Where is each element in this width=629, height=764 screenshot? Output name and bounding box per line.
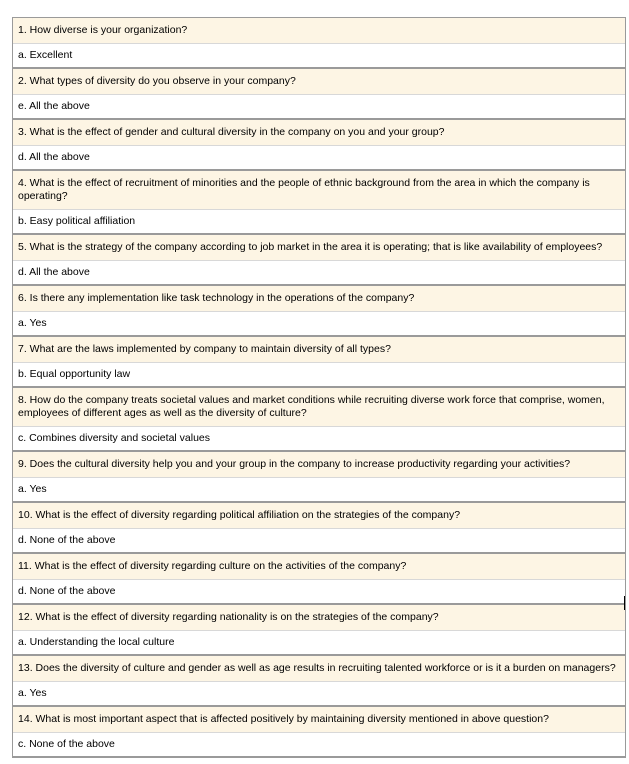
question-row xyxy=(13,235,625,261)
question-number: 7 xyxy=(18,343,24,355)
question-number: 8 xyxy=(18,394,24,406)
question-row xyxy=(13,707,625,733)
question-text: . What is the effect of diversity regarding political affiliation on the strategies of the company? xyxy=(29,509,461,521)
answer-row: a. Understanding the local culture xyxy=(13,631,625,654)
answer-row: a. Excellent xyxy=(13,44,625,67)
question-text: . Is there any implementation like task technology in the operations of the company? xyxy=(23,292,415,304)
question-row xyxy=(13,18,625,44)
question-text: . What are the laws implemented by company to maintain diversity of all types? xyxy=(23,343,391,355)
answer-row: c. Combines diversity and societal values xyxy=(13,427,625,450)
question-row xyxy=(13,452,625,478)
answer-row: e. All the above xyxy=(13,95,625,118)
question-number: 14 xyxy=(18,713,30,725)
question-row xyxy=(13,337,625,363)
qa-item-8 xyxy=(13,386,625,450)
answer-row: c. None of the above xyxy=(13,733,625,756)
question-number: 1 xyxy=(18,24,24,36)
question-number: 12 xyxy=(18,611,30,623)
answer-row: b. Easy political affiliation xyxy=(13,210,625,233)
qa-item-6 xyxy=(13,284,625,335)
question-text: . Does the cultural diversity help you and your group in the company to increase productivity regarding your activities? xyxy=(23,458,571,470)
question-number: 13 xyxy=(18,662,30,674)
answer-row: a. Yes xyxy=(13,682,625,705)
question-number: 9 xyxy=(18,458,24,470)
qa-item-10 xyxy=(13,501,625,552)
survey-table xyxy=(12,17,626,758)
question-text: . What is the effect of recruitment of minorities and the people of ethnic background from the area in which the company is operating? xyxy=(18,177,590,202)
qa-item-5 xyxy=(13,233,625,284)
answer-row: d. All the above xyxy=(13,146,625,169)
question-text: . What is the effect of gender and cultural diversity in the company on you and your group? xyxy=(23,126,445,138)
qa-item-14 xyxy=(13,705,625,756)
question-text: . What types of diversity do you observe in your company? xyxy=(23,75,296,87)
answer-row: a. Yes xyxy=(13,312,625,335)
answer-row: d. None of the above xyxy=(13,580,625,603)
question-row xyxy=(13,69,625,95)
qa-item-12 xyxy=(13,603,625,654)
answer-row: d. All the above xyxy=(13,261,625,284)
qa-item-4 xyxy=(13,169,625,233)
qa-item-13 xyxy=(13,654,625,705)
question-text: . What is the effect of diversity regarding culture on the activities of the company? xyxy=(28,560,407,572)
question-text: . What is most important aspect that is affected positively by maintaining diversity mentioned in above question? xyxy=(29,713,549,725)
question-row xyxy=(13,656,625,682)
question-row xyxy=(13,605,625,631)
question-number: 3 xyxy=(18,126,24,138)
answer-row: b. Equal opportunity law xyxy=(13,363,625,386)
question-number: 6 xyxy=(18,292,24,304)
qa-item-11 xyxy=(13,552,625,603)
question-number: 11 xyxy=(18,560,29,572)
qa-item-9 xyxy=(13,450,625,501)
question-row xyxy=(13,503,625,529)
question-text: . What is the strategy of the company according to job market in the area it is operating; that is like availability of employees? xyxy=(23,241,603,253)
question-row xyxy=(13,286,625,312)
qa-item-7 xyxy=(13,335,625,386)
text-cursor xyxy=(624,596,625,610)
question-text: . What is the effect of diversity regarding nationality is on the strategies of the company? xyxy=(29,611,439,623)
question-number: 10 xyxy=(18,509,30,521)
question-number: 2 xyxy=(18,75,24,87)
qa-item-3 xyxy=(13,118,625,169)
qa-item-2 xyxy=(13,67,625,118)
answer-row: a. Yes xyxy=(13,478,625,501)
question-row xyxy=(13,388,625,427)
question-number: 5 xyxy=(18,241,24,253)
question-text: . Does the diversity of culture and gender as well as age results in recruiting talented workforce or is it a burden on managers? xyxy=(29,662,616,674)
qa-item-1 xyxy=(13,18,625,67)
question-text: . How diverse is your organization? xyxy=(23,24,188,36)
question-row xyxy=(13,120,625,146)
question-text: . How do the company treats societal values and market conditions while recruiting diverse work force that comprise, women, employees of different ages as well as the diversity of culture? xyxy=(18,394,605,419)
answer-row: d. None of the above xyxy=(13,529,625,552)
question-number: 4 xyxy=(18,177,24,189)
question-row xyxy=(13,554,625,580)
question-row xyxy=(13,171,625,210)
